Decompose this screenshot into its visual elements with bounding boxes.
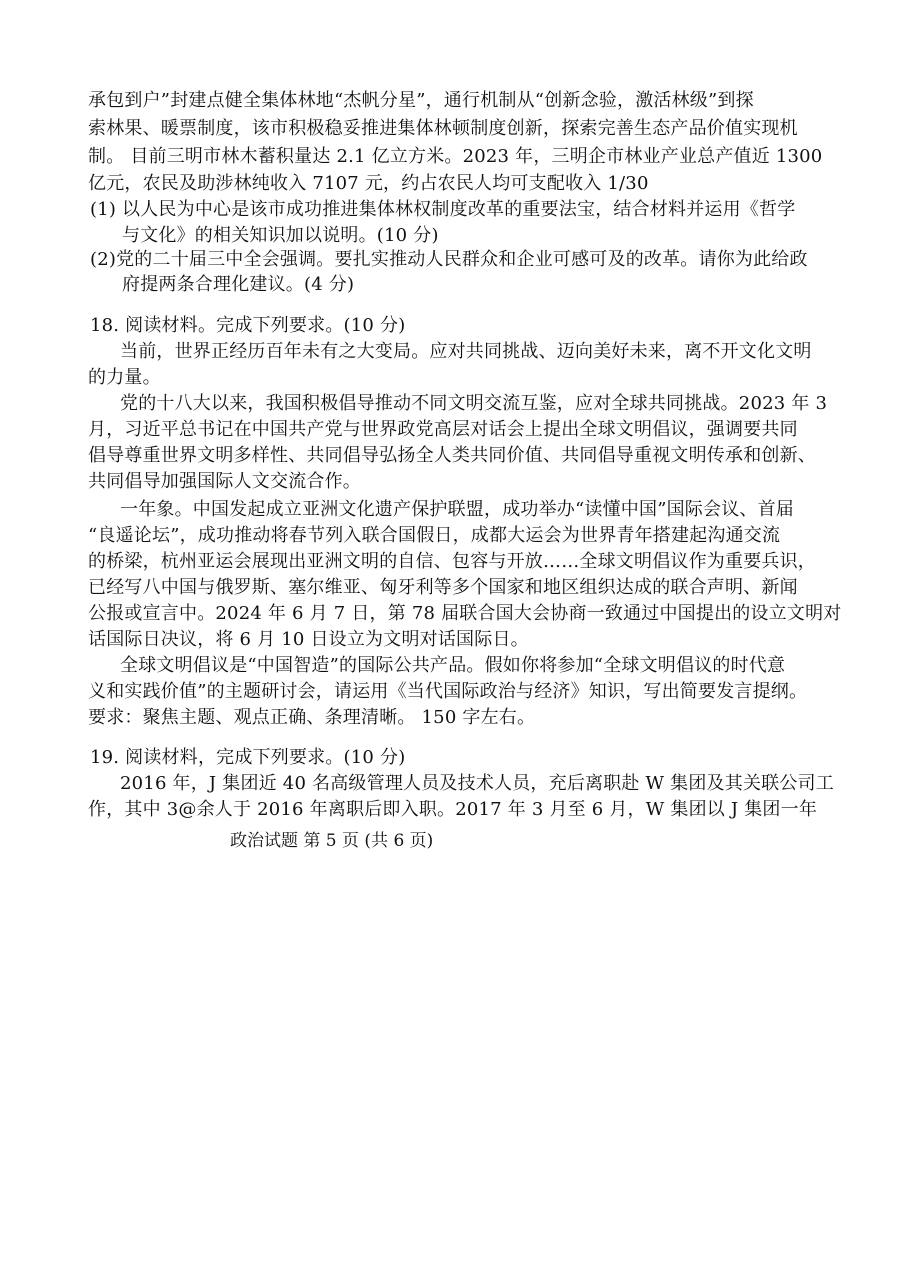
text-line: 一年象。中国发起成立亚洲文化遗产保护联盟，成功举办“读懂中国”国际会议、首届 — [120, 499, 795, 520]
text-line: 承包到户”封建点健全集体林地“杰帆分星”，通行机制从“创新念验，激活林级”到探 — [88, 90, 754, 111]
text-line: 当前，世界正经历百年未有之大变局。应对共同挑战、迈向美好未来，离不开文化文明 — [120, 341, 812, 362]
text-line: 月，习近平总书记在中国共产党与世界政党高层对话会上提出全球文明倡议，强调要共同 — [88, 419, 798, 440]
question-item-cont: 与文化》的相关知识加以说明。(10 分) — [122, 225, 439, 246]
text-line: 制。 目前三明市林木蓄积量达 2.1 亿立方米。2023 年，三明企市林业产业总产值近 1300 — [88, 146, 823, 167]
text-line: 全球文明倡议是“中国智造”的国际公共产品。假如你将参加“全球文明倡议的时代意 — [120, 655, 786, 676]
text-line: 话国际日决议，将 6 月 10 日设立为文明对话国际日。 — [88, 629, 529, 650]
text-line: 亿元，农民及助涉林纯收入 7107 元，约占农民人均可支配收入 1/30 — [88, 173, 649, 194]
text-line: 义和实践价值”的主题研讨会，请运用《当代国际政治与经济》知识，写出简要发言提纲。 — [88, 681, 808, 702]
text-line: 党的十八大以来，我国积极倡导推动不同文明交流互鉴，应对全球共同挑战。2023 年 3 — [120, 393, 828, 414]
question-heading: 19. 阅读材料，完成下列要求。(10 分) — [90, 747, 406, 768]
page-footer: 政治试题 第 5 页 (共 6 页) — [230, 831, 434, 851]
text-line: 共同倡导加强国际人文交流合作。 — [88, 471, 361, 492]
text-line: “良遥论坛”，成功推动将春节列入联合国假日，成都大运会为世界青年搭建起沟通交流 — [88, 525, 781, 546]
text-line: 作，其中 3@余人于 2016 年离职后即入职。2017 年 3 月至 6 月，W 集团以 J 集团一年 — [88, 799, 818, 820]
question-item-cont: 府提两条合理化建议。(4 分) — [122, 274, 355, 295]
text-line: 索林果、暖票制度，该市积极稳妥推进集体林顿制度创新，探索完善生态产品价值实现机 — [88, 118, 798, 139]
text-line: 2016 年，J 集团近 40 名高级管理人员及技术人员，充后离职赴 W 集团及其关联公司工 — [120, 773, 834, 794]
question-item: (1) 以人民为中心是该市成功推进集体林权制度改革的重要法宝，结合材料并运用《哲学 — [90, 199, 796, 220]
question-heading: 18. 阅读材料。完成下列要求。(10 分) — [90, 315, 406, 336]
text-line: 的桥梁，杭州亚运会展现出亚洲文明的自信、包容与开放……全球文明倡议作为重要兵识， — [88, 551, 816, 572]
text-line: 公报或宣言中。2024 年 6 月 7 日，第 78 届联合国大会协商一致通过中国提出的设立文明对 — [88, 603, 842, 624]
question-item: (2)党的二十届三中全会强调。要扎实推动人民群众和企业可感可及的改革。请你为此给政 — [90, 249, 808, 270]
text-line: 已经写八中国与俄罗斯、塞尔维亚、匈牙利等多个国家和地区组织达成的联合声明、新闻 — [88, 577, 798, 598]
text-line: 要求：聚焦主题、观点正确、条理清晰。 150 字左右。 — [88, 707, 536, 728]
text-line: 的力量。 — [88, 367, 161, 388]
text-line: 倡导尊重世界文明多样性、共同倡导弘扬全人类共同价值、共同倡导重视文明传承和创新、 — [88, 445, 816, 466]
